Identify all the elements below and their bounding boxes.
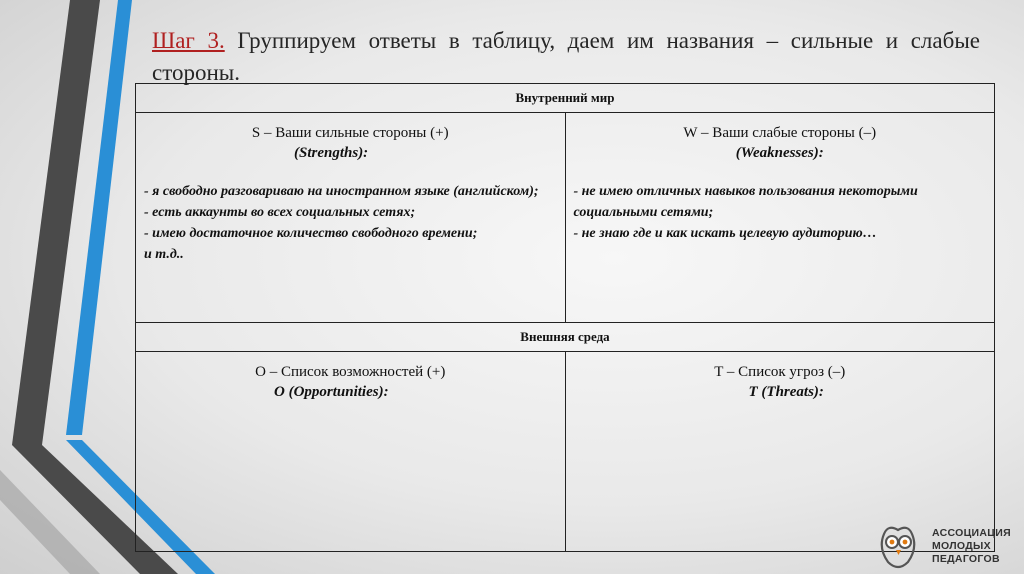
list-item: - я свободно разговариваю на иностранном языке (английском); <box>144 184 539 199</box>
strengths-list <box>144 181 557 265</box>
list-item: - не знаю где и как искать целевую аудиторию… <box>573 226 877 241</box>
weaknesses-subheading: (Weaknesses): <box>735 145 824 161</box>
swot-table <box>135 83 995 552</box>
strengths-subheading: (Strengths): <box>294 145 369 161</box>
logo-line: АССОЦИАЦИЯ <box>932 527 1011 539</box>
strengths-cell <box>136 113 566 323</box>
threats-heading: T – Список угроз (–) <box>714 364 846 380</box>
internal-header: Внутренний мир <box>136 84 995 113</box>
strengths-heading: S – Ваши сильные стороны (+) <box>251 125 449 141</box>
external-header: Внешняя среда <box>136 323 995 352</box>
threats-subheading: T (Threats): <box>748 384 824 400</box>
opportunities-cell <box>136 352 566 552</box>
list-item: и т.д.. <box>144 247 184 262</box>
list-item: - есть аккаунты во всех социальных сетях; <box>144 205 416 220</box>
logo-text <box>932 527 1011 566</box>
title-text: Группируем ответы в таблицу, даем им названия – сильные и слабые стороны. <box>152 28 980 85</box>
weaknesses-heading: W – Ваши слабые стороны (–) <box>683 125 877 141</box>
step-label: Шаг 3. <box>152 28 225 53</box>
slide-title <box>152 25 980 89</box>
weaknesses-list <box>574 181 987 244</box>
logo-line: МОЛОДЫХ <box>932 540 991 552</box>
logo-line: ПЕДАГОГОВ <box>932 553 1000 565</box>
list-item: - имею достаточное количество свободного времени; <box>144 226 478 241</box>
opportunities-subheading: O (Opportunities): <box>274 384 389 400</box>
weaknesses-cell <box>565 113 995 323</box>
list-item: - не имею отличных навыков пользования некоторыми социальными сетями; <box>573 184 918 220</box>
opportunities-heading: O – Список возможностей (+) <box>255 364 446 380</box>
